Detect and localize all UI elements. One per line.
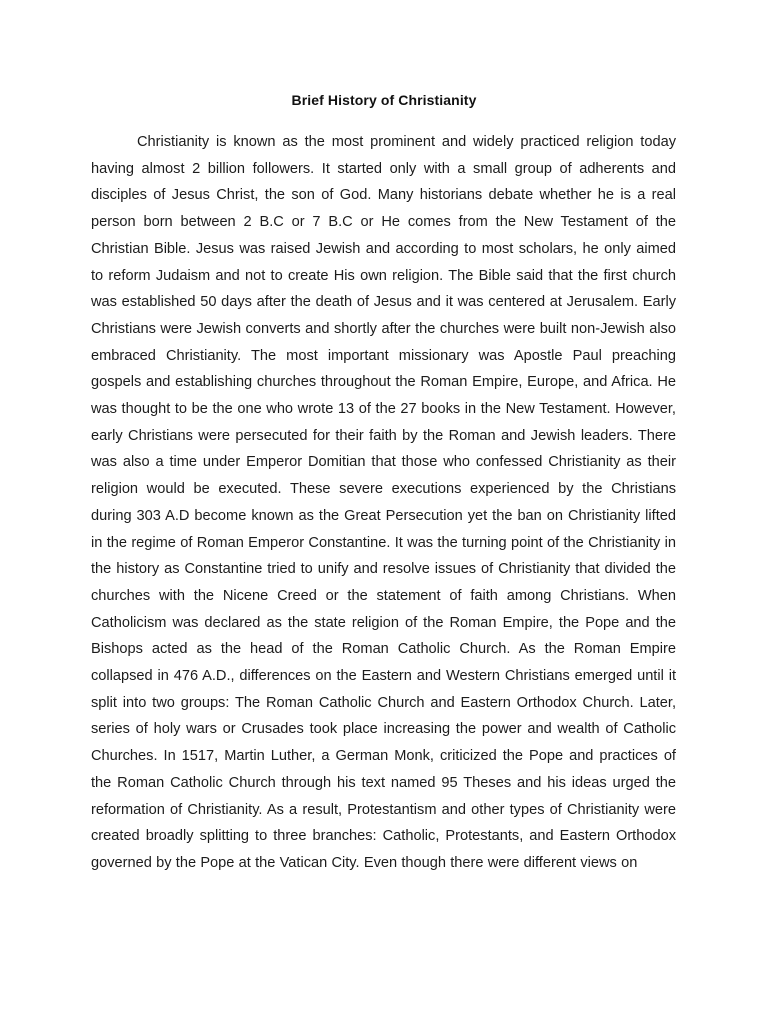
document-body-paragraph: Christianity is known as the most prominent and widely practiced religion today having almost 2 billion followers. It started only with a small group of adherents and disciples of Jesus Christ, the son of God. Many historians debate whether he is a real person born between 2 B.C or 7 B.C or He comes from the New Testament of the Christian Bible. Jesus was raised Jewish and according to most scholars, he only aimed to reform Judaism and not to create His own religion. The Bible said that the first church was established 50 days after the death of Jesus and it was centered at Jerusalem. Early Christians were Jewish converts and shortly after the churches were built non-Jewish also embraced Christianity. The most important missionary was Apostle Paul preaching gospels and establishing churches throughout the Roman Empire, Europe, and Africa. He was thought to be the one who wrote 13 of the 27 books in the New Testament. However, early Christians were persecuted for their faith by the Roman and Jewish leaders. There was also a time under Emperor Domitian that those who confessed Christianity as their religion would be executed. These severe executions experienced by the Christians during 303 A.D become known as the Great Persecution yet the ban on Christianity lifted in the regime of Roman Emperor Constantine. It was the turning point of the Christianity in the history as Constantine tried to unify and resolve issues of Christianity that divided the churches with the Nicene Creed or the statement of faith among Christians. When Catholicism was declared as the state religion of the Roman Empire, the Pope and the Bishops acted as the head of the Roman Catholic Church. As the Roman Empire collapsed in 476 A.D., differences on the Eastern and Western Christians emerged until it split into two groups: The Roman Catholic Church and Eastern Orthodox Church. Later, series of holy wars or Crusades took place increasing the power and wealth of Catholic Churches. In 1517, Martin Luther, a German Monk, criticized the Pope and practices of the Roman Catholic Church through his text named 95 Theses and his ideas urged the reformation of Christianity. As a result, Protestantism and other types of Christianity were created broadly splitting to three branches: Catholic, Protestants, and Eastern Orthodox governed by the Pope at the Vatican City. Even though there were different views on: [91, 134, 676, 871]
document-title: Brief History of Christianity: [291, 92, 477, 108]
